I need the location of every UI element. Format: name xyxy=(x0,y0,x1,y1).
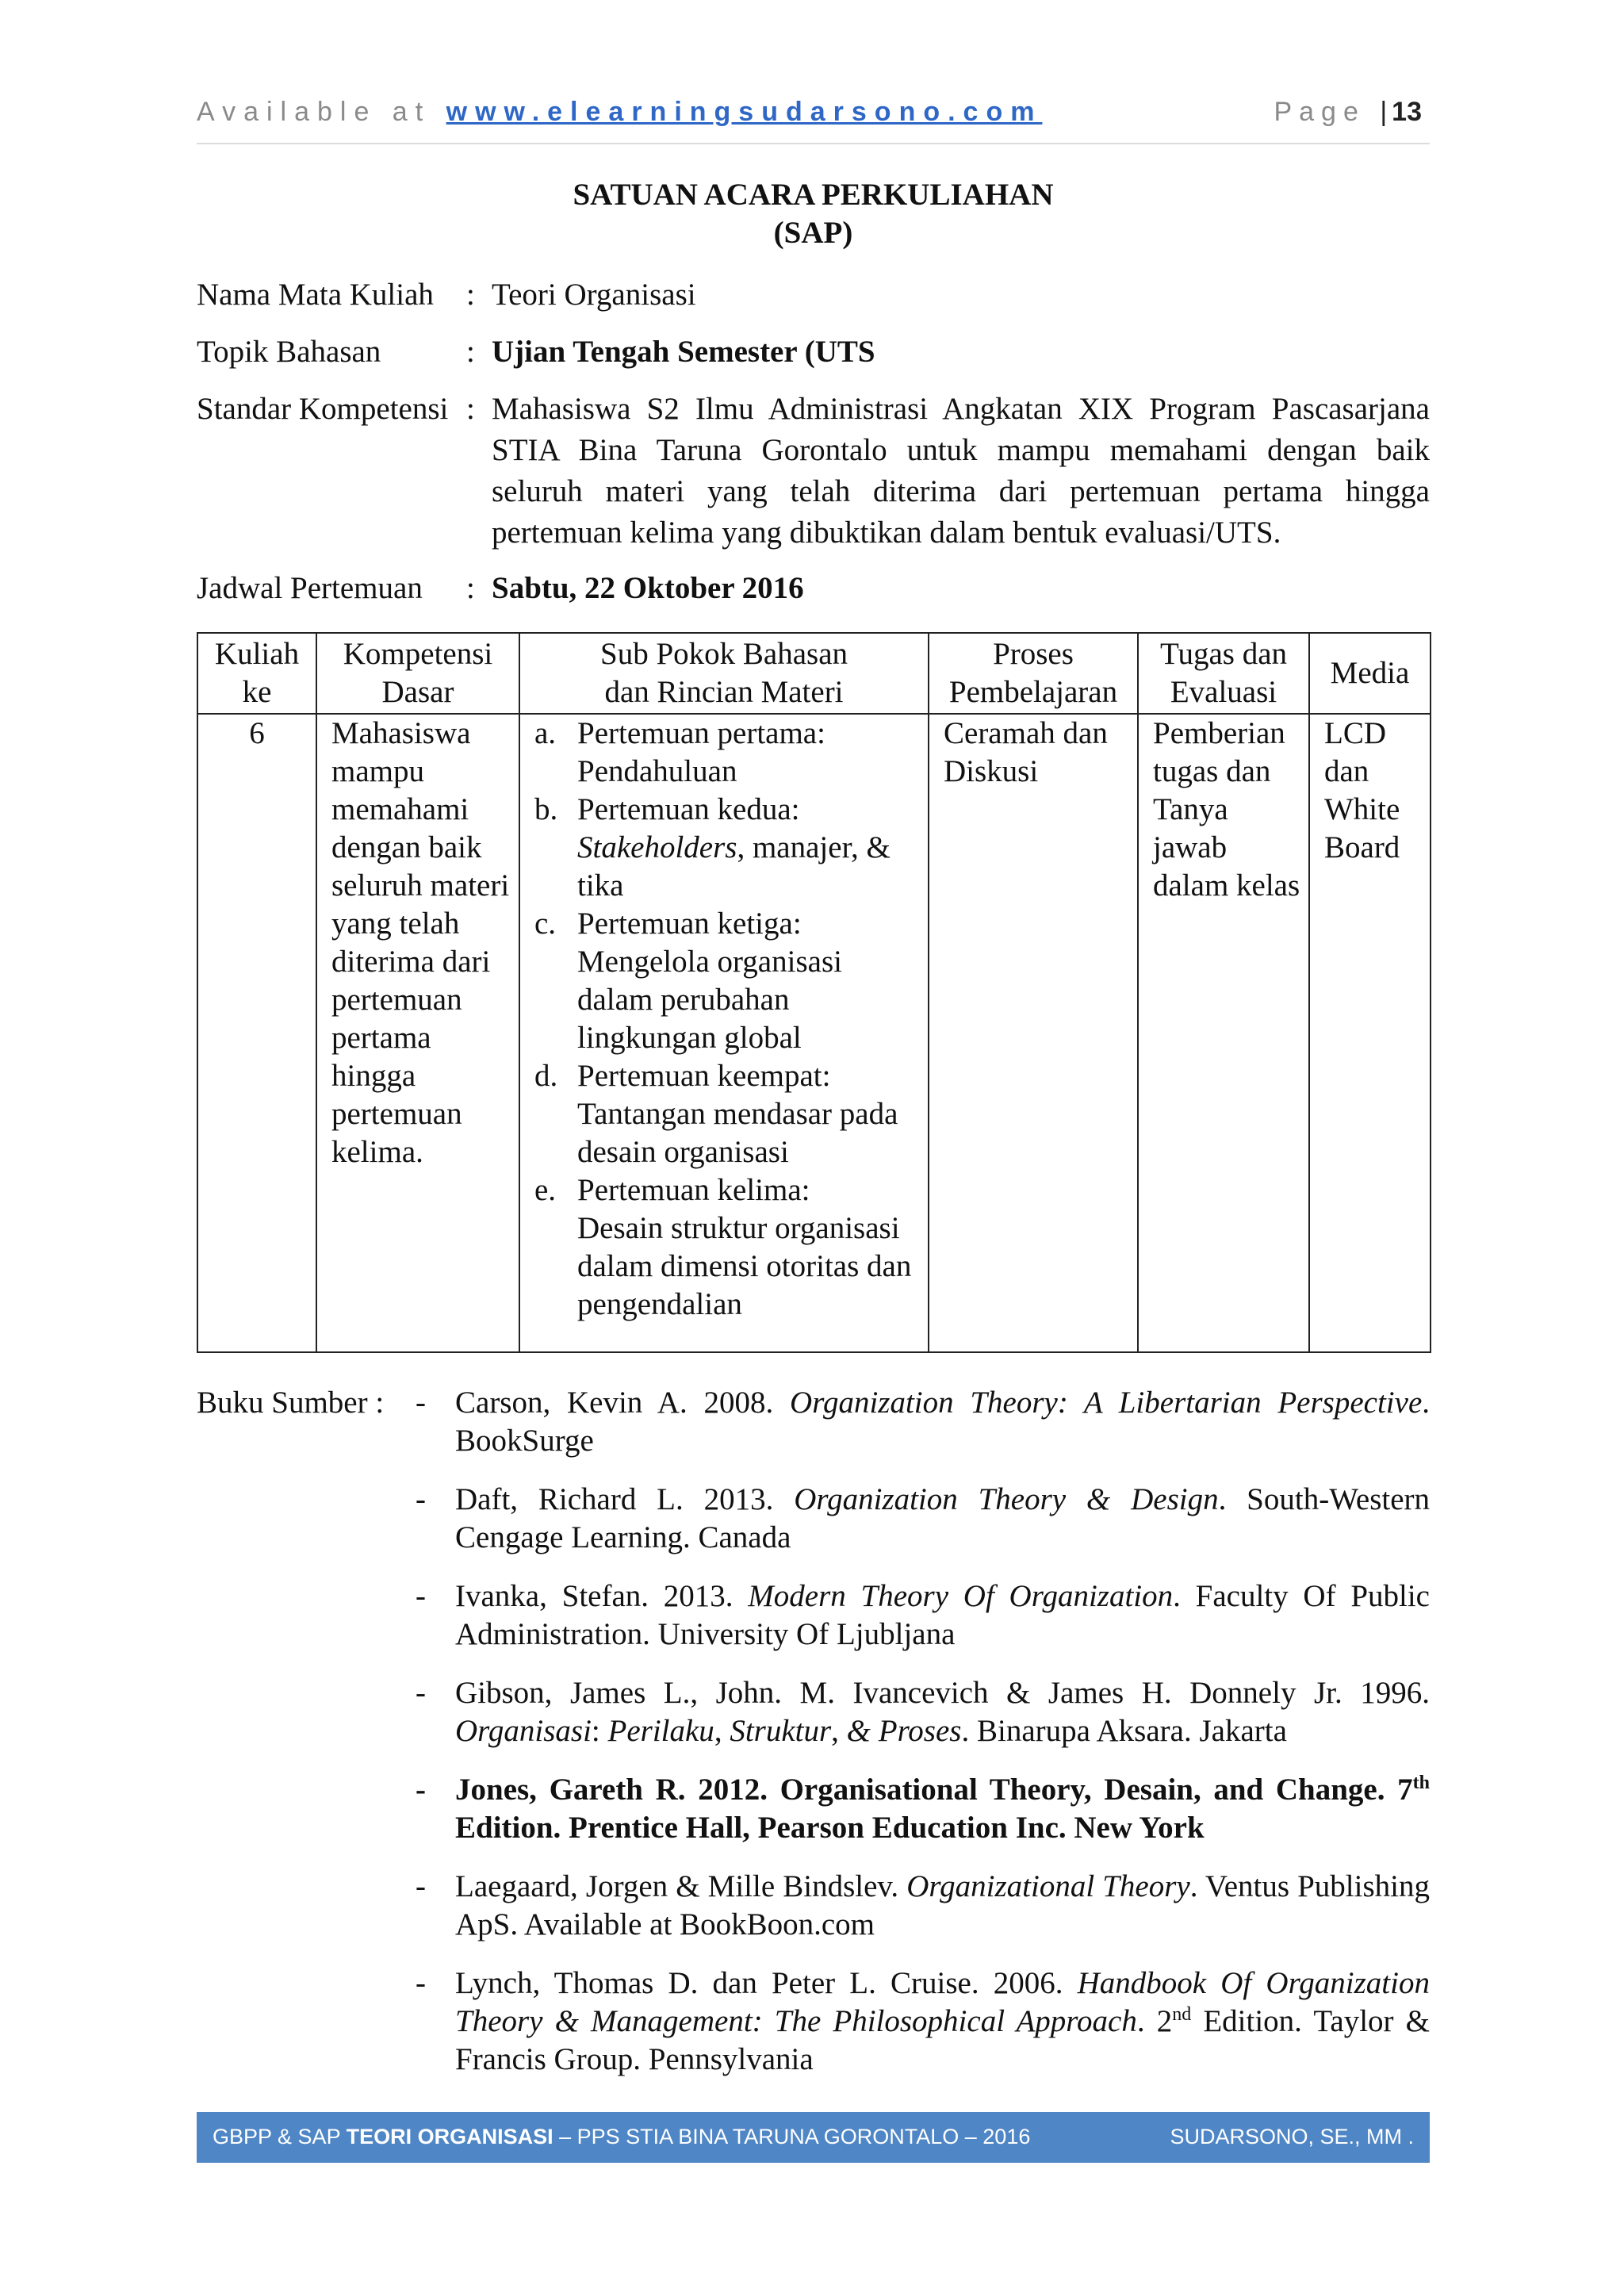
reference-item xyxy=(416,1384,1430,1460)
header-text: ke xyxy=(242,675,272,709)
ref-title: Struktur xyxy=(730,1714,832,1748)
table-row xyxy=(197,714,1431,1352)
materi-list xyxy=(534,715,920,1324)
item-detail: Desain struktur organisasi dalam dimensi otoritas dan pengendalian xyxy=(577,1211,912,1321)
reference-text xyxy=(455,1674,1430,1750)
reference-item xyxy=(416,1964,1430,2079)
page-footer xyxy=(197,2112,1430,2163)
list-item xyxy=(534,791,920,905)
header-kuliah xyxy=(197,633,316,714)
ref-part: Carson, Kevin A. 2008. xyxy=(455,1386,791,1420)
title-line-2: (SAP) xyxy=(773,216,853,250)
item-title: Pertemuan kelima: xyxy=(577,1173,810,1207)
reference-dash: - xyxy=(416,1579,426,1613)
list-item xyxy=(534,1171,920,1324)
ref-part: Jones, Gareth R. 2012. Organisational Theory, Desain, and Change. 7 xyxy=(455,1773,1413,1807)
reference-text xyxy=(455,1577,1430,1654)
reference-dash: - xyxy=(416,1773,426,1807)
ref-part: Edition. Prentice Hall, Pearson Education Inc. New York xyxy=(455,1811,1205,1845)
header-text: Media xyxy=(1330,656,1410,690)
footer-suffix: – PPS STIA BINA TARUNA GORONTALO – 2016 xyxy=(553,2125,1031,2148)
ref-part: , xyxy=(714,1714,730,1748)
header-text: Proses xyxy=(993,637,1074,671)
colon: : xyxy=(466,571,475,605)
ref-title: Organization Theory: A Libertarian Perspective xyxy=(790,1386,1423,1420)
ref-part: Ivanka, Stefan. 2013. xyxy=(455,1579,749,1613)
reference-item xyxy=(416,1577,1430,1654)
ref-part: , xyxy=(831,1714,847,1748)
reference-text xyxy=(455,1384,1430,1460)
schedule-label: Jadwal Pertemuan xyxy=(197,571,423,605)
ref-title: Modern Theory Of Organization xyxy=(748,1579,1174,1613)
ref-part: Gibson, James L., John. M. Ivancevich & James H. Donnely Jr. 1996. xyxy=(455,1676,1430,1710)
ref-title: & Proses xyxy=(846,1714,962,1748)
cell-media: LCD dan White Board xyxy=(1309,714,1431,1352)
ref-superscript: nd xyxy=(1172,2004,1192,2025)
ref-part: Edition. Taylor & Francis Group. Pennsylvania xyxy=(455,2004,1430,2076)
header-text: Evaluasi xyxy=(1170,675,1277,709)
course-row xyxy=(197,274,1430,316)
colon: : xyxy=(466,392,475,426)
page-label: Page xyxy=(1274,97,1365,127)
topic-value: Ujian Tengah Semester (UTS xyxy=(492,335,875,369)
header-text: Kompetensi xyxy=(343,637,493,671)
reference-text xyxy=(455,1771,1430,1847)
footer-prefix: GBPP & SAP xyxy=(213,2125,347,2148)
ref-title: Organisasi xyxy=(455,1714,592,1748)
schedule-value: Sabtu, 22 Oktober 2016 xyxy=(492,571,804,605)
course-label: Nama Mata Kuliah xyxy=(197,278,434,312)
title-line-1: SATUAN ACARA PERKULIAHAN xyxy=(573,178,1054,212)
references-label: Buku Sumber : xyxy=(197,1386,385,1420)
reference-item xyxy=(416,1868,1430,1944)
item-letter: a. xyxy=(534,716,557,750)
colon: : xyxy=(466,278,475,312)
cell-proses: Ceramah dan Diskusi xyxy=(929,714,1138,1352)
item-letter: b. xyxy=(534,792,558,826)
footer-left xyxy=(213,2125,1030,2149)
ref-part: Daft, Richard L. 2013. xyxy=(455,1482,795,1516)
ref-superscript: th xyxy=(1412,1773,1430,1793)
ref-part: Laegaard, Jorgen & Mille Bindslev. xyxy=(455,1869,907,1903)
colon: : xyxy=(466,335,475,369)
ref-part: . Faculty Of Public Administration. University Of Ljubljana xyxy=(455,1579,1430,1651)
list-item xyxy=(534,715,920,791)
item-letter: c. xyxy=(534,907,557,941)
header-proses xyxy=(929,633,1138,714)
item-detail: Pendahuluan xyxy=(577,754,737,788)
ref-part: . South-Western Cengage Learning. Canada xyxy=(455,1482,1431,1554)
ref-title: Organizational Theory xyxy=(906,1869,1190,1903)
sap-table xyxy=(197,632,1431,1353)
topic-row xyxy=(197,332,1430,373)
item-detail: Mengelola organisasi dalam perubahan lingkungan global xyxy=(577,945,842,1055)
reference-dash: - xyxy=(416,1966,426,2000)
header-kompetensi xyxy=(316,633,519,714)
competency-row xyxy=(197,389,1430,557)
item-detail xyxy=(577,829,920,905)
item-letter: e. xyxy=(534,1173,557,1207)
competency-value: Mahasiswa S2 Ilmu Administrasi Angkatan XIX Program Pascasarjana STIA Bina Taruna Gorontalo untuk mampu memahami dengan baik seluruh materi yang telah diterima dari pertemuan pertama hingga pertemuan kelima yang dibuktikan dalam bentuk evaluasi/UTS. xyxy=(492,392,1430,550)
cell-materi xyxy=(519,714,929,1352)
reference-item xyxy=(416,1674,1430,1750)
topic-label: Topik Bahasan xyxy=(197,335,381,369)
ref-title: Perilaku xyxy=(607,1714,714,1748)
reference-text xyxy=(455,1481,1430,1557)
ref-title: Handbook Of Organization Theory & Management: The Philosophical Approach xyxy=(455,1966,1430,2038)
page-number: 13 xyxy=(1392,97,1422,127)
header-text: Tugas dan xyxy=(1160,637,1287,671)
item-detail-rest: , manajer, & tika xyxy=(577,830,891,903)
page-title xyxy=(197,176,1430,252)
competency-label: Standar Kompetensi xyxy=(197,392,449,426)
ref-part: . Binarupa Aksara. Jakarta xyxy=(961,1714,1287,1748)
ref-part: . 2 xyxy=(1136,2004,1173,2038)
ref-part: . Ventus Publishing ApS. Available at BookBoon.com xyxy=(455,1869,1430,1941)
item-title: Pertemuan ketiga: xyxy=(577,907,802,941)
header-tugas xyxy=(1138,633,1309,714)
list-item xyxy=(534,1057,920,1171)
footer-course: TEORI ORGANISASI xyxy=(346,2125,553,2148)
availability-line xyxy=(197,97,1042,128)
reference-text xyxy=(455,1964,1430,2079)
item-title: Pertemuan pertama: xyxy=(577,716,825,750)
ref-part: : xyxy=(591,1714,608,1748)
reference-item xyxy=(416,1481,1430,1557)
ref-part: Lynch, Thomas D. dan Peter L. Cruise. 2006. xyxy=(455,1966,1078,2000)
list-item xyxy=(534,905,920,1057)
footer-author: SUDARSONO, SE., MM . xyxy=(1170,2125,1414,2148)
reference-text xyxy=(455,1868,1430,1944)
available-prefix: Available at xyxy=(197,97,431,127)
header-text: Sub Pokok Bahasan xyxy=(600,637,848,671)
item-letter: d. xyxy=(534,1059,558,1093)
reference-dash: - xyxy=(416,1386,426,1420)
page-header xyxy=(197,94,1430,144)
document-page xyxy=(197,0,1430,2296)
item-detail: Tantangan mendasar pada desain organisasi xyxy=(577,1097,898,1169)
course-value: Teori Organisasi xyxy=(492,278,696,312)
header-subpokok xyxy=(519,633,929,714)
header-text: dan Rincian Materi xyxy=(604,675,844,709)
cell-tugas: Pemberian tugas dan Tanya jawab dalam kelas xyxy=(1138,714,1309,1352)
page-separator: | xyxy=(1380,97,1388,127)
schedule-row xyxy=(197,568,1430,609)
header-text: Pembelajaran xyxy=(948,675,1118,709)
header-text: Dasar xyxy=(381,675,454,709)
item-detail-italic: Stakeholders xyxy=(577,830,737,864)
site-link[interactable]: www.elearningsudarsono.com xyxy=(446,97,1043,127)
ref-part: . BookSurge xyxy=(455,1386,1430,1458)
ref-title: Organization Theory & Design xyxy=(794,1482,1219,1516)
header-media xyxy=(1309,633,1431,714)
item-title: Pertemuan kedua: xyxy=(577,792,800,826)
cell-kuliah: 6 xyxy=(197,714,316,1352)
table-header-row xyxy=(197,633,1431,714)
reference-item-bold xyxy=(416,1771,1430,1847)
reference-dash: - xyxy=(416,1482,426,1516)
header-text: Kuliah xyxy=(214,637,300,671)
page-indicator xyxy=(1274,97,1422,128)
item-title: Pertemuan keempat: xyxy=(577,1059,831,1093)
reference-dash: - xyxy=(416,1869,426,1903)
reference-dash: - xyxy=(416,1676,426,1710)
cell-kompetensi: Mahasiswa mampu memahami dengan baik seluruh materi yang telah diterima dari pertemuan pertama hingga pertemuan kelima. xyxy=(316,714,519,1352)
